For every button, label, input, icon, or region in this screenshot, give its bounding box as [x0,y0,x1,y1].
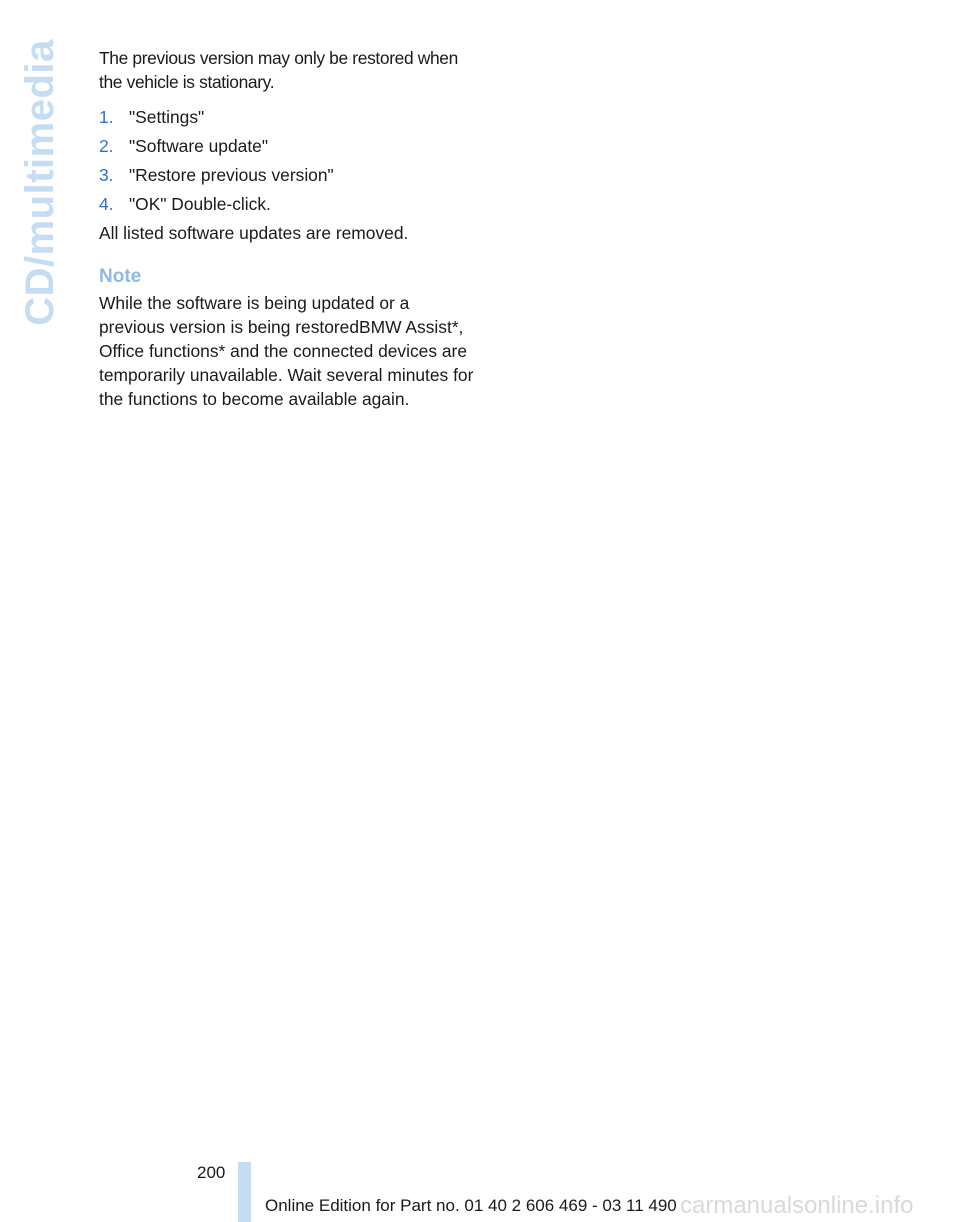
page-number: 200 [197,1163,226,1182]
section-tab-label: CD/multimedia [17,38,62,326]
step-number: 1. [99,107,114,127]
section-tab [17,38,62,326]
steps-list [99,105,479,221]
step-text: "Software update" [129,136,268,156]
result-paragraph: All listed software updates are removed. [99,223,409,243]
step-number: 3. [99,165,114,185]
edition-footer: Online Edition for Part no. 01 40 2 606 469 - 03 11 490 [265,1196,677,1215]
step-text: "Settings" [129,107,205,127]
list-item [99,192,479,221]
note-heading: Note [99,266,142,287]
step-text: "OK" Double-click. [129,194,271,214]
list-item [99,134,479,163]
intro-paragraph: The previous version may only be restored when the vehicle is stationary. [99,48,458,92]
list-item [99,163,479,192]
main-content [99,46,479,411]
note-paragraph: While the software is being updated or a previous version is being restoredBMW Assist*, Office functions* and the connected devices are temporarily unavailable. Wait several minutes for the functions to become available again. [99,293,474,409]
step-number: 4. [99,194,114,214]
list-item [99,105,479,134]
step-text: "Restore previous version" [129,165,334,185]
watermark: carmanualsonline.info [680,1192,914,1219]
step-number: 2. [99,136,114,156]
footer-accent-bar [238,1162,251,1222]
